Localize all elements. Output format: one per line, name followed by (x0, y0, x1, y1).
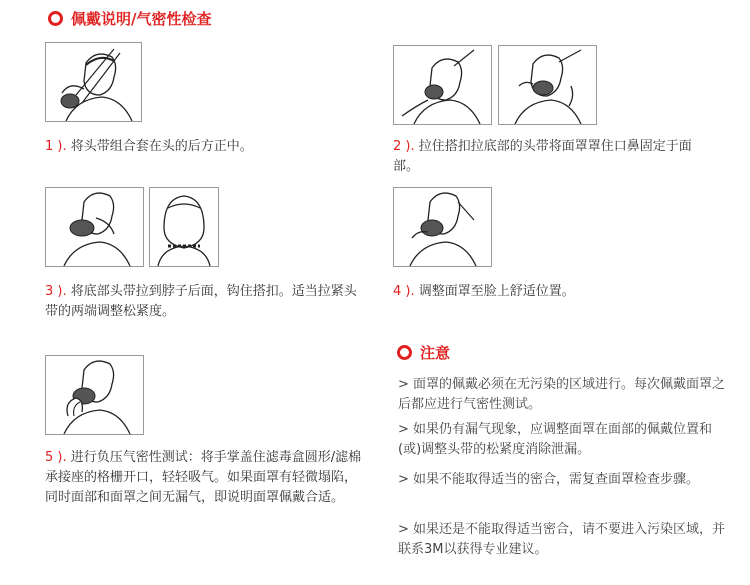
person-wearing-mask-icon (46, 188, 143, 266)
step-3-illustration-b (149, 187, 219, 267)
notice-item: > 面罩的佩戴必须在无污染的区域进行。每次佩戴面罩之后都应进行气密性测试。 (398, 377, 726, 412)
step-2-illustration-a (393, 45, 492, 125)
back-of-head-strap-icon (150, 188, 218, 266)
step-number: 4 ). (393, 284, 415, 299)
person-holding-mask-icon (499, 46, 596, 124)
person-adjusting-mask-icon (394, 188, 491, 266)
step-description: 将头带组合套在头的后方正中。 (70, 139, 253, 154)
step-description: 将底部头带拉到脖子后面，钩住搭扣。适当拉紧头带的两端调整松紧度。 (45, 284, 357, 319)
step-description: 拉住搭扣拉底部的头带将面罩罩住口鼻固定于面部。 (393, 139, 692, 174)
circle-bullet-icon (397, 345, 412, 360)
notice-item: > 如果还是不能取得适当密合，请不要进入污染区域，并联系3M以获得专业建议。 (398, 522, 726, 557)
notice-item: > 如果不能取得适当的密合，需复查面罩检查步骤。 (398, 472, 700, 487)
step-number: 3 ). (45, 284, 67, 299)
section-title (48, 8, 211, 29)
person-putting-on-mask-icon (46, 43, 141, 121)
notice-title-text: 注意 (420, 344, 451, 362)
step-4-text (393, 282, 713, 302)
step-4-illustration (393, 187, 492, 267)
person-seal-check-icon (46, 356, 143, 434)
notice-title (397, 342, 450, 363)
step-1-illustration (45, 42, 142, 122)
step-1-text (45, 137, 365, 157)
notice-item: > 如果仍有漏气现象，应调整面罩在面部的佩戴位置和(或)调整头带的松紧度消除泄漏。 (398, 422, 713, 457)
step-2-illustration-b (498, 45, 597, 125)
step-number: 2 ). (393, 139, 415, 154)
person-pulling-strap-icon (394, 46, 491, 124)
step-number: 5 ). (45, 450, 67, 465)
step-5-illustration (45, 355, 144, 435)
step-5-text (45, 448, 367, 508)
section-title-text: 佩戴说明/气密性检查 (71, 10, 212, 28)
step-description: 进行负压气密性测试：将手掌盖住滤毒盒圆形/滤棉承接座的格栅开口，轻轻吸气。如果面罩有轻微塌陷，同时面部和面罩之间无漏气，即说明面罩佩戴合适。 (45, 450, 362, 505)
step-3-illustration-a (45, 187, 144, 267)
step-2-text (393, 137, 713, 177)
step-description: 调整面罩至脸上舒适位置。 (418, 284, 575, 299)
step-3-text (45, 282, 363, 322)
step-number: 1 ). (45, 139, 67, 154)
circle-bullet-icon (48, 11, 63, 26)
